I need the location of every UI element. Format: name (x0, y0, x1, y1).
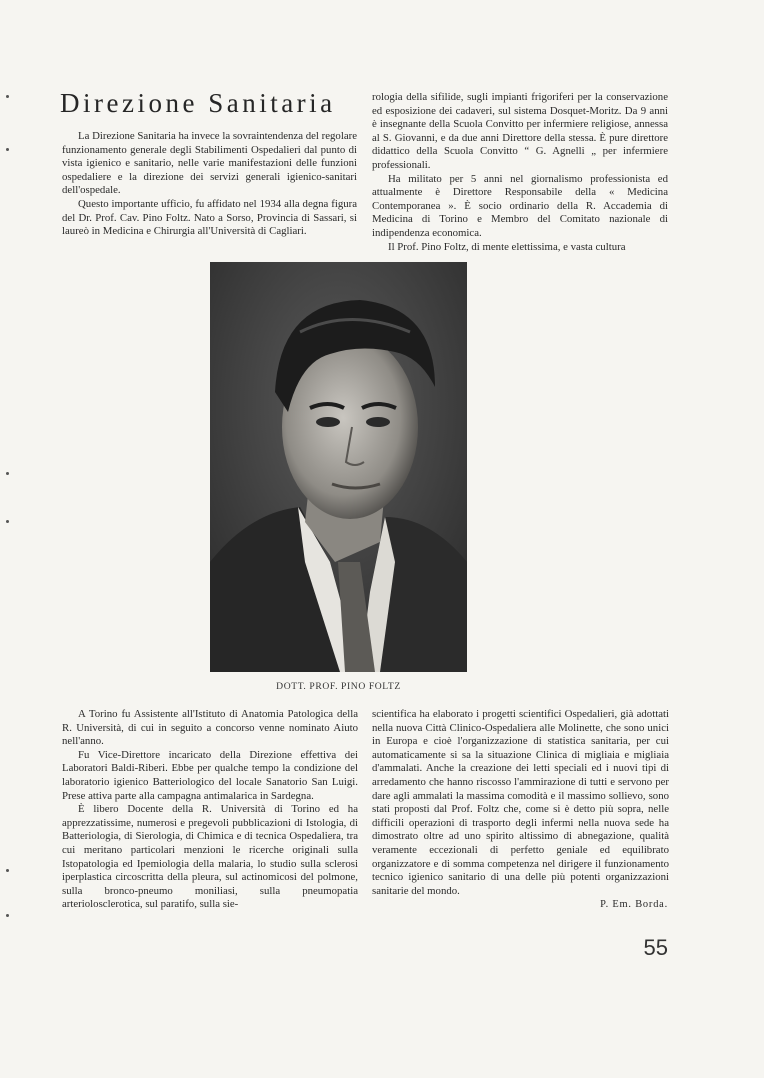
paragraph: Il Prof. Pino Foltz, di mente elettissima, e vasta cultura (388, 240, 626, 253)
paragraph: rologia della sifilide, sugli impianti frigoriferi per la conservazione ed esposizione dei cadaveri, sul sistema Dosquet-Moritz. Da 9 anni è insegnante della Scuola Convitto per infermiere religiose, annessa al S. Giovanni, e da due anni Direttore della stessa. È pure direttore didattico della Scuola Convitto “ G. Agnelli „ per infermiere professionali. (372, 91, 668, 171)
paragraph: Questo importante ufficio, fu affidato nel 1934 alla degna figura del Dr. Prof. Cav. Pino Foltz. Nato a Sorso, Provincia di Sassari, si laureò in Medicina e Chirurgia all'Università di Cagliari. (62, 197, 357, 238)
margin-speck (6, 472, 9, 475)
column-bottom-left (62, 708, 358, 912)
margin-speck (6, 95, 9, 98)
paragraph: È libero Docente della R. Università di Torino ed ha apprezzatissime, numerosi e pregevoli pubblicazioni di Istologia, di Batteriologia, di Sierologia, di Chimica e di tecnica Ospedaliera, tra cui meritano particolari menzioni le ricerche originali sulla Istopatologia ed Ipemiologia della malaria, lo studio sulla sclerosi iperplastica circoscritta della pleura, sul actinomicosi del polmone, sulla bronco-pneumo moniliasi, sulla pneumopatia arteriolosclerotica, sul paratifo, sulla sie- (62, 803, 358, 911)
paragraph: A Torino fu Assistente all'Istituto di Anatomia Patologica della R. Università, di cui in seguito a concorso venne nominato Aiuto nell'anno. (62, 708, 358, 748)
column-bottom-right (372, 708, 669, 898)
margin-speck (6, 520, 9, 523)
margin-speck (6, 914, 9, 917)
page-number: 55 (643, 935, 668, 960)
paragraph: Fu Vice-Direttore incaricato della Direzione effettiva dei Laboratori Baldi-Riberi. Ebbe per qualche tempo la condizione del laboratorio igienico Batteriologico del locale Sanatorio San Luigi. Prese attiva parte alla campagna antimalarica in Sardegna. (62, 748, 358, 802)
paragraph: La Direzione Sanitaria ha invece la sovraintendenza del regolare funzionamento generale degli Stabilimenti Ospedalieri dal punto di vista igienico e sanitario, nelle varie manifestazioni delle funzioni ospedaliere e la direzione dei servizi generali igienico-sanitari dell'ospedale. (62, 130, 357, 197)
column-top-right (372, 91, 668, 254)
column-top-left (62, 130, 357, 239)
article-title: Direzione Sanitaria (60, 88, 336, 118)
portrait-photo (210, 262, 467, 672)
photo-caption: DOTT. PROF. PINO FOLTZ (276, 681, 401, 692)
paragraph: Ha militato per 5 anni nel giornalismo professionista ed attualmente è Direttore Responsabile della « Medicina Contemporanea ». È socio ordinario della R. Accademia di Medicina di Torino e Membro del Comitato nazionale di indipendenza economica. (372, 172, 668, 239)
margin-speck (6, 869, 9, 872)
paragraph: scientifica ha elaborato i progetti scientifici Ospedalieri, già adottati nella nuova Città Clinico-Ospedaliera alle Molinette, che sono unici in Europa e cioè l'organizzazione di statistica sanitaria, per cui automaticamente si sa la situazione Clinica di migliaia e migliaia d'ammalati. Anche la creazione dei letti speciali ed i nuovi tipi di arredamento che hanno riscosso l'ammirazione di tutti e servono per dare agli ammalati la massima comodità e il massimo sollievo, sono stati proposti dal Prof. Foltz che, come si è detto più sopra, nelle difficili operazioni di trasporto degli infermi nella nuova sede ha dimostrato oltre ad uno spirito altissimo di abnegazione, qualità veramente eccezionali di perfetto geniale ed equilibrato organizzatore e di somma competenza nel dirigere il funzionamento tecnico igienico sanitario di una delle più potenti organizzazioni sanitarie del mondo. (372, 708, 669, 897)
margin-speck (6, 148, 9, 151)
author-signature: P. Em. Borda. (600, 899, 668, 910)
